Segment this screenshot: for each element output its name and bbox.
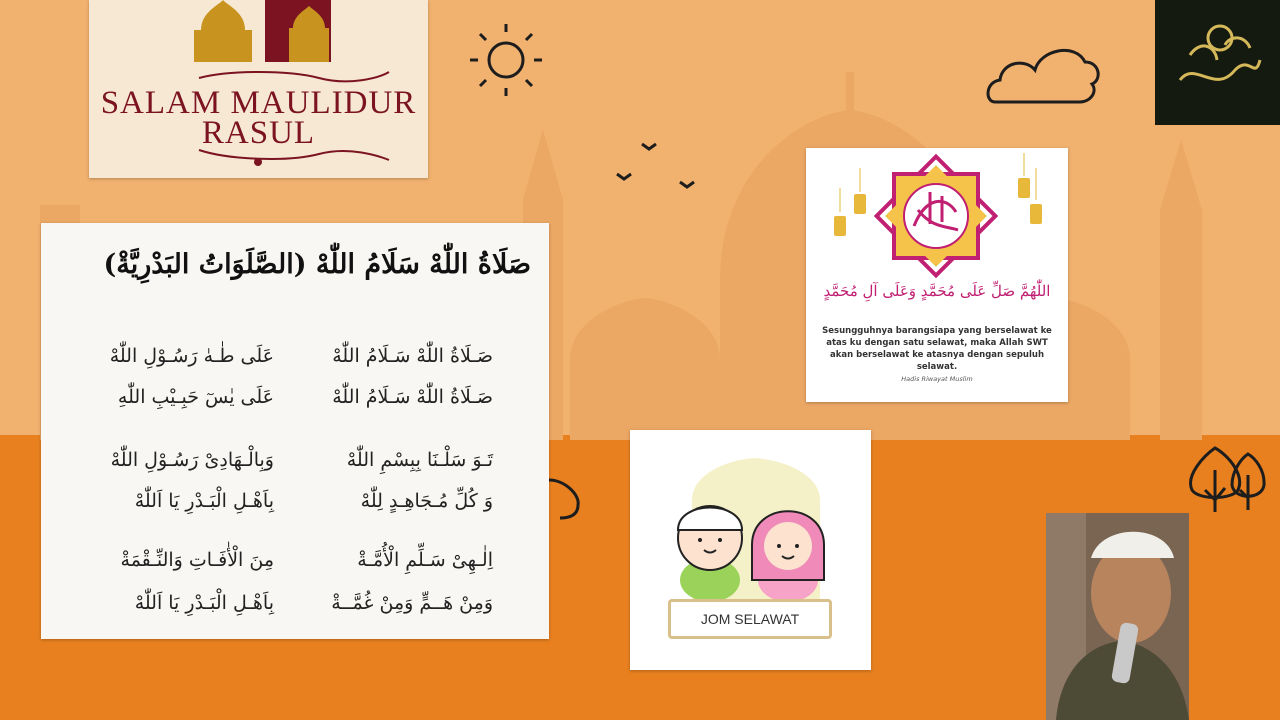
verse-left-2: عَلَى يٰسٓ حَبِـيْبِ اللّٰهِ — [117, 386, 274, 408]
rasulullah-calligraphy-emblem — [806, 148, 1068, 278]
hadith-source: Hadis Riwayat Muslim — [901, 375, 973, 383]
selawat-hadith-card — [806, 148, 1068, 402]
verse-right-3: تَـوَ سَلْـنَا بِبِسْمِ اللّٰهْ — [346, 449, 493, 471]
lyrics-heading: صَلَاةُ اللّٰهْ سَلَامُ اللّٰهْ (الصَّلَوَاتُ البَدْرِيَّةْ) — [103, 249, 531, 280]
verse-right-2: صَـلَاةُ اللّٰهْ سَـلَامُ اللّٰهْ — [332, 386, 493, 408]
selawat-ayat: اللّٰهُمَّ صَلِّ عَلَى مُحَمَّدٍ وَعَلَى آلِ مُحَمَّدٍ — [823, 282, 1051, 300]
jom-selawat-card — [630, 430, 871, 670]
salam-maulidur-banner — [89, 0, 428, 178]
webcam-feed — [1046, 513, 1189, 720]
verse-left-4: بِاَهْـلِ الْبَـدْرِ يَا اَللّٰهْ — [134, 490, 274, 512]
presenter-video — [1046, 513, 1189, 720]
children-praying-illustration — [630, 430, 871, 600]
birds-icon — [617, 144, 694, 187]
banner-title-line2: RASUL — [201, 115, 316, 151]
verse-left-5: مِنَ الْأٰفَـاتِ وَالنِّـقْمَةْ — [120, 549, 274, 571]
verse-left-1: عَلَى طٰـهٰ رَسُـوْلِ اللّٰهْ — [109, 345, 274, 367]
banner-title-line1: SALAM MAULIDUR — [100, 85, 417, 121]
verse-right-6: وَمِنْ هَــمٍّ وَمِنْ غُمَّــةْ — [331, 592, 493, 614]
muhammad-calligraphy-logo — [1155, 0, 1280, 125]
verse-left-3: وَبِالْـهَادِىْ رَسُـوْلِ اللّٰهْ — [110, 449, 274, 471]
jom-selawat-label: JOM SELAWAT — [668, 599, 832, 639]
verse-right-1: صَـلَاةُ اللّٰهْ سَـلَامُ اللّٰهْ — [332, 345, 493, 367]
cloud-icon — [549, 480, 578, 518]
selawat-description: Sesungguhnya barangsiapa yang berselawat ke atas ku dengan satu selawat, maka Allah SWT akan berselawat ke atasnya dengan sepuluh selawat. — [822, 326, 1052, 372]
verse-right-4: وَ كُلِّ مُـجَاهِـدٍ لِلّٰهْ — [360, 490, 493, 512]
muhammad-calligraphy-icon — [1155, 0, 1280, 125]
banner-title — [89, 85, 428, 151]
verse-right-5: اِلٰـهِىْ سَـلِّمِ الْأُمَّـةْ — [357, 549, 493, 571]
sun-icon — [470, 24, 542, 96]
selawat-badriyah-lyrics — [41, 223, 549, 639]
verse-left-6: بِاَهْـلِ الْبَـدْرِ يَا اَللّٰهْ — [134, 592, 274, 614]
cloud-icon — [988, 50, 1098, 102]
trees-icon — [1191, 448, 1265, 512]
